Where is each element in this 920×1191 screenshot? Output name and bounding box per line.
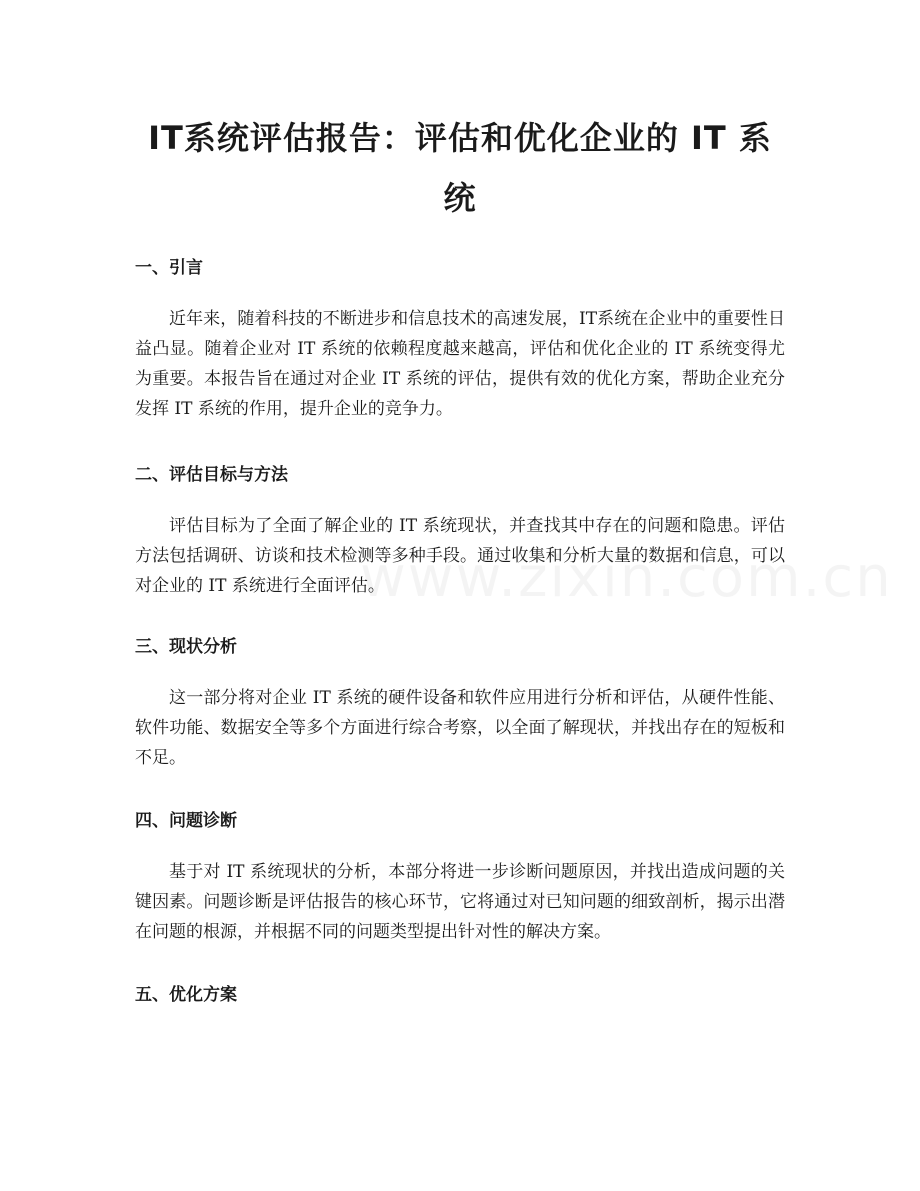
section-heading-introduction: 一、引言 (135, 258, 203, 278)
section-heading-goals-methods: 二、评估目标与方法 (135, 465, 288, 485)
section-paragraph-status-analysis: 这一部分将对企业 IT 系统的硬件设备和软件应用进行分析和评估，从硬件性能、软件功能、数据安全等多个方面进行综合考察，以全面了解现状，并找出存在的短板和不足。 (135, 688, 785, 768)
section-paragraph-introduction: 近年来，随着科技的不断进步和信息技术的高速发展，IT系统在企业中的重要性日益凸显。随着企业对 IT 系统的依赖程度越来越高，评估和优化企业的 IT 系统变得尤为重要。本报告旨在通过对企业 IT 系统的评估，提供有效的优化方案，帮助企业充分发挥 IT 系统的作用，提升企业的竞争力。 (135, 309, 785, 419)
section-paragraph-goals-methods: 评估目标为了全面了解企业的 IT 系统现状，并查找其中存在的问题和隐患。评估方法包括调研、访谈和技术检测等多种手段。通过收集和分析大量的数据和信息，可以对企业的 IT 系统进行全面评估。 (135, 516, 785, 596)
section-heading-optimization: 五、优化方案 (135, 985, 237, 1005)
document-title: IT系统评估报告：评估和优化企业的 IT 系统 (148, 119, 772, 217)
section-paragraph-problem-diagnosis: 基于对 IT 系统现状的分析，本部分将进一步诊断问题原因，并找出造成问题的关键因素。问题诊断是评估报告的核心环节，它将通过对已知问题的细致剖析，揭示出潜在问题的根源，并根据不同的问题类型提出针对性的解决方案。 (135, 862, 785, 942)
section-heading-problem-diagnosis: 四、问题诊断 (135, 811, 237, 831)
section-heading-status-analysis: 三、现状分析 (135, 637, 237, 657)
